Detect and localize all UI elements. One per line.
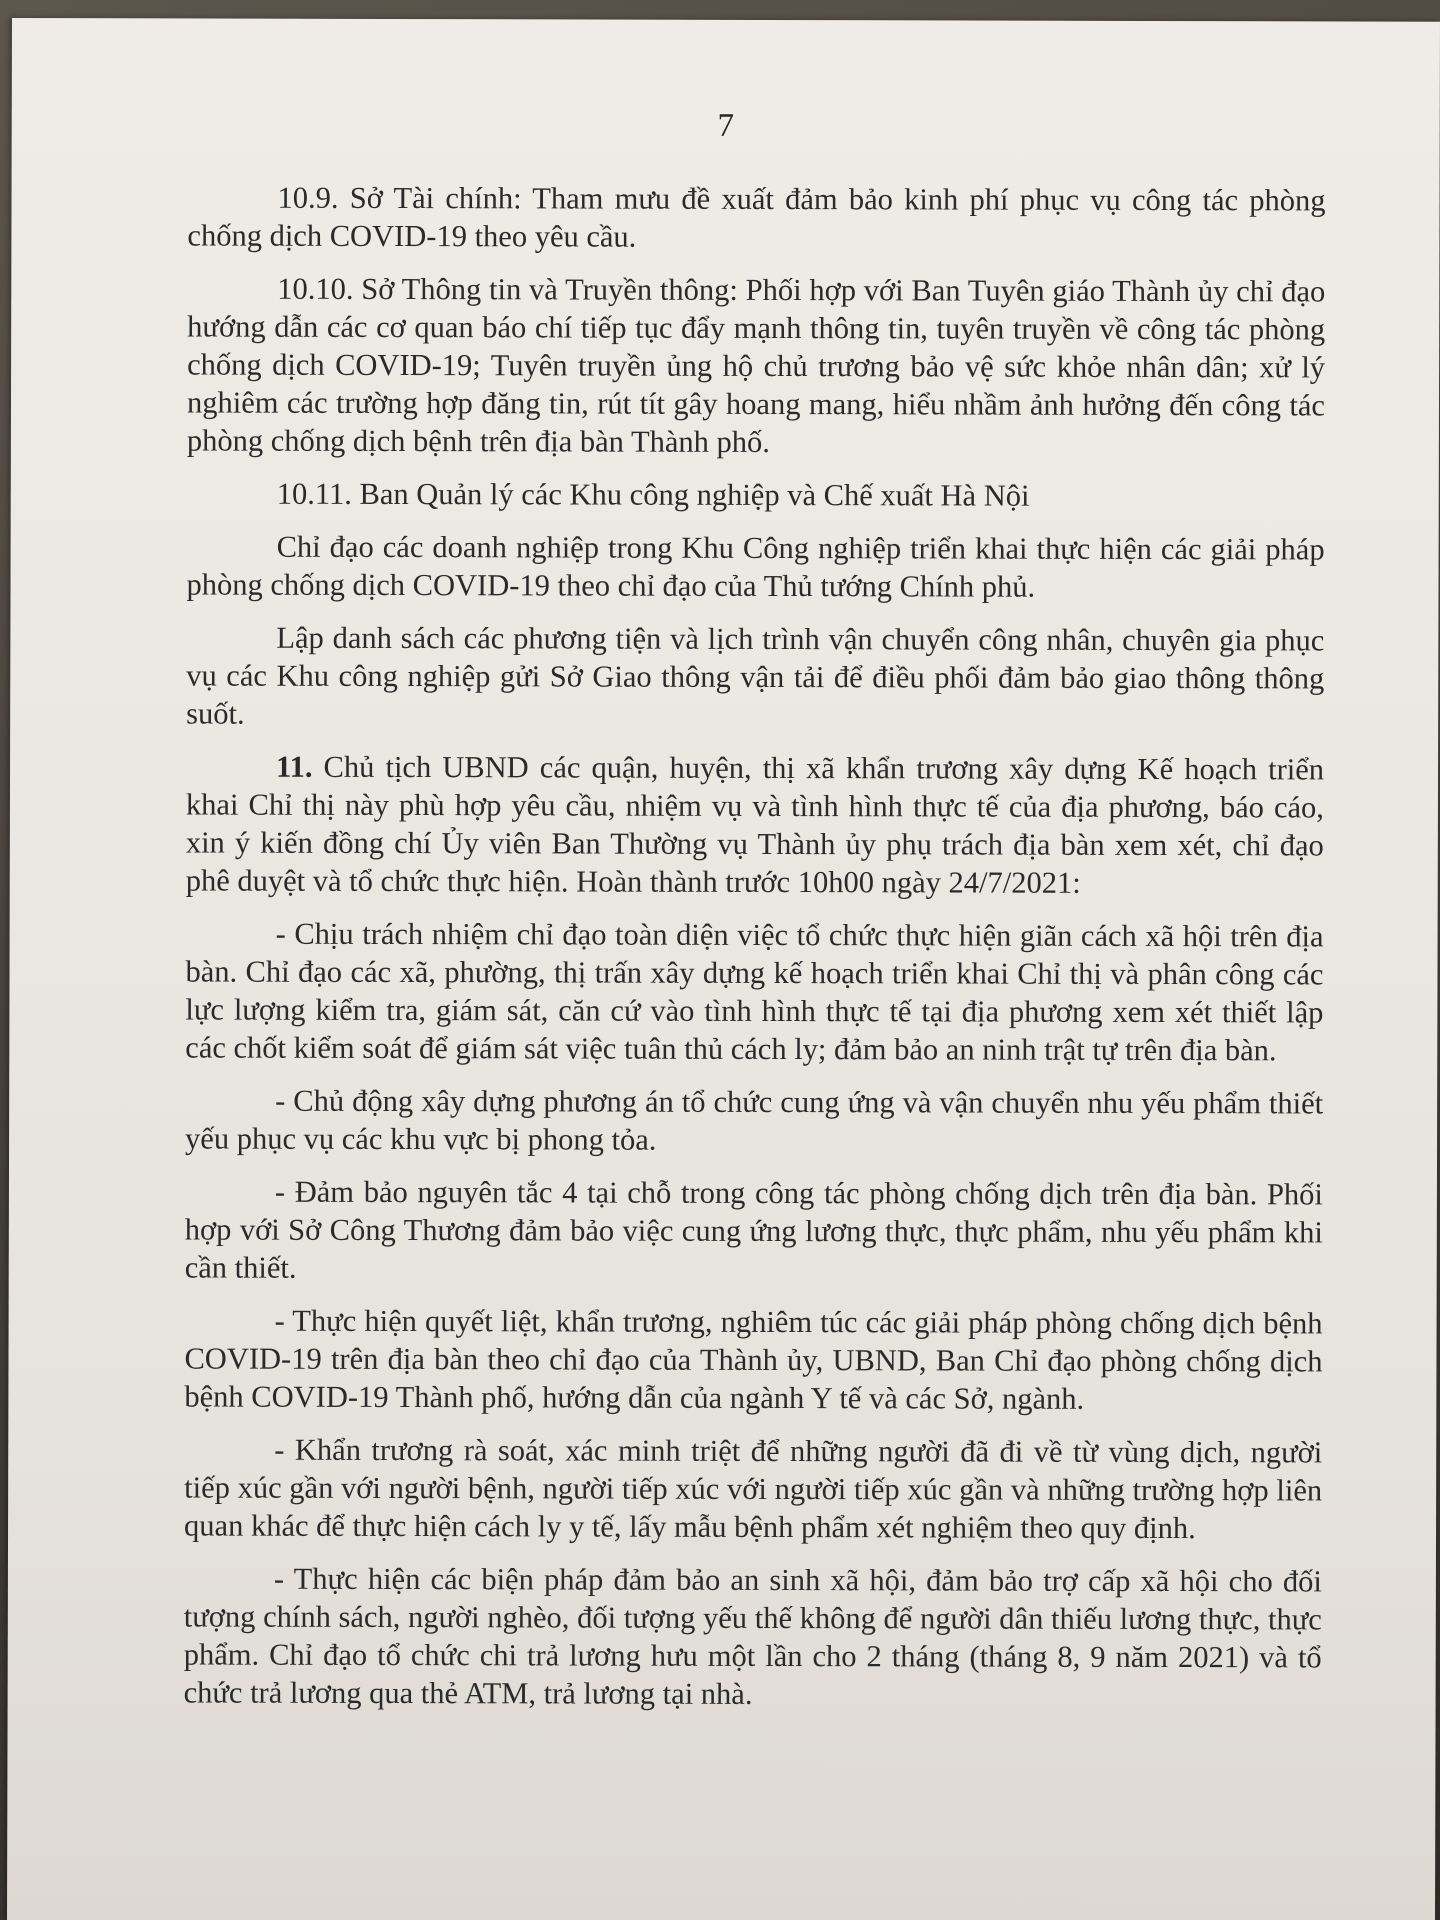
paragraph-10-11-list bbox=[186, 618, 1324, 735]
paragraph-text: Lập danh sách các phương tiện và lịch trình vận chuyển công nhân, chuyên gia phục vụ các Khu công nghiệp gửi Sở Giao thông vận tải để điều phối đảm bảo giao thông thông suốt. bbox=[186, 620, 1325, 731]
paragraph-11 bbox=[186, 747, 1324, 902]
document-body bbox=[184, 178, 1326, 1729]
bullet-item bbox=[185, 1081, 1323, 1160]
paragraph-text: 10.11. Ban Quản lý các Khu công nghiệp và Chế xuất Hà Nội bbox=[276, 476, 1030, 513]
bullet-item bbox=[184, 1559, 1322, 1714]
bullet-item bbox=[185, 1172, 1323, 1289]
paragraph-text: 10.10. Sở Thông tin và Truyền thông: Phối hợp với Ban Tuyên giáo Thành ủy chỉ đạo hướng dẫn các cơ quan báo chí tiếp tục đẩy mạnh thông tin, tuyên truyền về công tác phòng chống dịch COVID-19; Tuyên truyền ủng hộ chủ trương bảo vệ sức khỏe nhân dân; xử lý nghiêm các trường hợp đăng tin, rút tít gây hoang mang, hiểu nhầm ảnh hưởng đến công tác phòng chống dịch bệnh trên địa bàn Thành phố. bbox=[186, 271, 1326, 459]
paragraph-text: Chỉ đạo các doanh nghiệp trong Khu Công nghiệp triển khai thực hiện các giải pháp phòng chống dịch COVID-19 theo chỉ đạo của Thủ tướng Chính phủ. bbox=[186, 529, 1325, 604]
paragraph-text: - Thực hiện quyết liệt, khẩn trương, nghiêm túc các giải pháp phòng chống dịch bệnh COVID-19 trên địa bàn theo chỉ đạo của Thành ủy, UBND, Ban Chỉ đạo phòng chống dịch bệnh COVID-19 Thành phố, hướng dẫn của ngành Y tế và các Sở, ngành. bbox=[184, 1303, 1323, 1416]
bullet-item bbox=[184, 1430, 1322, 1547]
section-number: 11. bbox=[275, 749, 313, 784]
paragraph-10-9 bbox=[187, 178, 1325, 257]
paragraph-text: - Chịu trách nhiệm chỉ đạo toàn diện việc tổ chức thực hiện giãn cách xã hội trên địa bàn. Chỉ đạo các xã, phường, thị trấn xây dựng kế hoạch triển khai Chỉ thị và phân công các lực lượng kiểm tra, giám sát, căn cứ vào tình hình thực tế tại địa phương xem xét thiết lập các chốt kiểm soát để giám sát việc tuân thủ cách ly; đảm bảo an ninh trật tự trên địa bàn. bbox=[185, 916, 1324, 1068]
paragraph-text: 10.9. Sở Tài chính: Tham mưu đề xuất đảm bảo kinh phí phục vụ công tác phòng chống dịch COVID-19 theo yêu cầu. bbox=[187, 180, 1326, 254]
paragraph-10-11-heading bbox=[187, 474, 1325, 515]
bullet-item bbox=[185, 914, 1323, 1069]
paragraph-text: Chủ tịch UBND các quận, huyện, thị xã khẩn trương xây dựng Kế hoạch triển khai Chỉ thị này phù hợp yêu cầu, nhiệm vụ và tình hình thực tế của địa phương, báo cáo, xin ý kiến đồng chí Ủy viên Ban Thường vụ Thành ủy phụ trách địa bàn xem xét, chỉ đạo phê duyệt và tổ chức thực hiện. Hoàn thành trước 10h00 ngày 24/7/2021: bbox=[185, 749, 1325, 900]
paragraph-text: - Khẩn trương rà soát, xác minh triệt để những người đã đi về từ vùng dịch, người tiếp xúc gần với người bệnh, người tiếp xúc với người tiếp xúc gần và những trường hợp liên quan khác để thực hiện cách ly y tế, lấy mẫu bệnh phẩm xét nghiệm theo quy định. bbox=[184, 1432, 1323, 1546]
document-page bbox=[7, 18, 1440, 1920]
bullet-item bbox=[184, 1301, 1322, 1418]
paragraph-text: - Đảm bảo nguyên tắc 4 tại chỗ trong công tác phòng chống dịch trên địa bàn. Phối hợp với Sở Công Thương đảm bảo việc cung ứng lương thực, thực phẩm, nhu yếu phẩm khi cần thiết. bbox=[184, 1174, 1323, 1285]
paragraph-text: - Chủ động xây dựng phương án tổ chức cung ứng và vận chuyển nhu yếu phẩm thiết yếu phục vụ các khu vực bị phong tỏa. bbox=[185, 1083, 1324, 1157]
paragraph-text: - Thực hiện các biện pháp đảm bảo an sinh xã hội, đảm bảo trợ cấp xã hội cho đối tượng chính sách, người nghèo, đối tượng yếu thế không để người dân thiếu lương thực, thực phẩm. Chỉ đạo tổ chức chi trả lương hưu một lần cho 2 tháng (tháng 8, 9 năm 2021) và tổ chức trả lương qua thẻ ATM, trả lương tại nhà. bbox=[183, 1561, 1322, 1711]
page-number: 7 bbox=[717, 107, 735, 144]
paragraph-10-10 bbox=[187, 269, 1325, 462]
paragraph-10-11-direct bbox=[186, 527, 1324, 606]
